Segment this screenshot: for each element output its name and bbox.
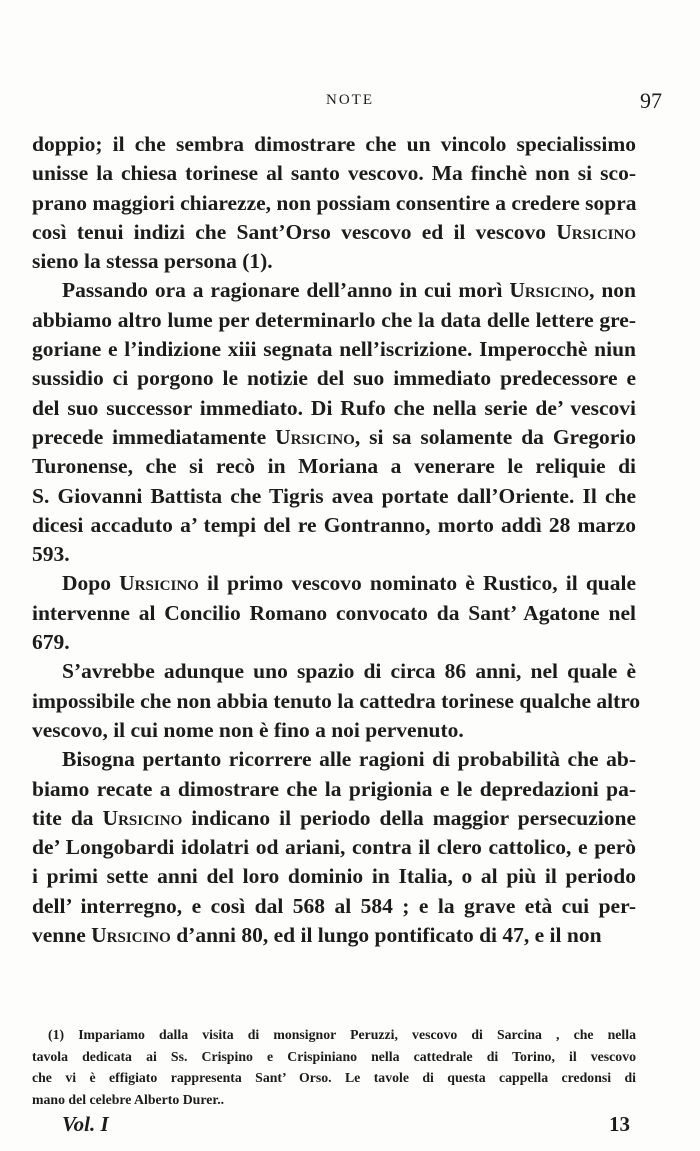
text-line: goriane e l’indizione xiii segnata nell’iscrizione. Imperocchè niun [32,337,636,362]
volume-mark: Vol. I [62,1112,109,1136]
paragraph [32,569,636,657]
text-line [32,276,636,305]
text-segment: venne [32,923,92,948]
small-caps-name: Ursicino [119,571,199,596]
page-number: 97 [640,88,662,113]
text-line: 593. [32,542,70,567]
text-segment: , non [589,278,636,303]
text-segment: d’anni 80, ed il lungo pontificato di 47, e il non [170,923,602,948]
footnote-line: che vi è effigiato rappresenta Sant’ Orso. Le tavole di questa cappella credonsi di [32,1070,636,1085]
text-line: prano maggiori chiarezze, non possiam consentire a credere sopra [32,190,637,215]
paragraph [32,657,641,745]
text-segment: , si sa solamente da Gregorio [354,424,636,449]
small-caps-name: Ursicino [509,278,590,303]
paragraph [32,745,636,950]
text-segment: Dopo [62,571,120,596]
paragraph [32,276,636,569]
text-line [32,423,636,452]
page-header [30,88,670,118]
text-line: biamo recate a dimostrare che la prigionia e le depredazioni pa- [32,776,636,801]
text-line: dicesi accaduto a’ tempi del re Gontranno, morto addì 28 marzo [32,512,636,537]
paragraph [32,130,636,276]
text-line: abbiamo altro lume per determinarlo che la data delle lettere gre- [32,307,636,332]
text-line [32,218,636,247]
text-segment: indicano il periodo della maggior persecuzione [182,805,636,830]
text-segment: Passando ora a ragionare dell’anno in cui morì [62,278,510,303]
text-segment: precede immediatamente [32,424,276,449]
text-line: Turonense, che si recò in Moriana a venerare le reliquie di [32,454,636,479]
small-caps-name: Ursicino [91,923,171,948]
text-line [32,921,636,950]
running-title: NOTE [326,92,374,108]
small-caps-name: Ursicino [556,219,636,244]
text-line: i primi sette anni del loro dominio in Italia, o al più il periodo [32,864,636,889]
text-line: dell’ interregno, e così dal 568 al 584 ; e la grave età cui per- [32,893,636,918]
footnote-line: tavola dedicata ai Ss. Crispino e Crispiniano nella cattedrale di Torino, il vescovo [32,1048,636,1064]
signature-mark: 13 [609,1112,630,1136]
footnote-line: mano del celebre Alberto Durer.. [32,1091,225,1107]
text-line: S. Giovanni Battista che Tigris avea portate dall’Oriente. Il che [32,483,636,508]
footnote-line: (1) Impariamo dalla visita di monsignor Peruzzi, vescovo di Sarcina , che nella [48,1027,636,1042]
text-line: del suo successor immediato. Di Rufo che nella serie de’ vescovi [32,395,636,420]
text-line: impossibile che non abbia tenuto la cattedra torinese qualche altro [32,688,641,713]
text-line: sieno la stessa persona (1). [32,249,273,274]
text-line [32,569,636,598]
text-line [32,804,636,833]
text-segment: il primo vescovo nominato è Rustico, il quale [198,571,637,596]
text-line: doppio; il che sembra dimostrare che un vincolo specialissimo [32,132,636,156]
text-segment: tite da [32,805,103,830]
text-line: unisse la chiesa torinese al santo vescovo. Ma finchè non si sco- [32,161,636,186]
text-line: S’avrebbe adunque uno spazio di circa 86 anni, nel quale è [62,659,636,684]
text-line: Bisogna pertanto ricorrere alle ragioni di probabilità che ab- [62,747,636,772]
footnote [32,1024,636,1110]
main-text [32,130,641,950]
text-segment: così tenui indizi che Sant’Orso vescovo ed il vescovo [32,219,557,244]
small-caps-name: Ursicino [275,424,355,449]
text-line: sussidio ci porgono le notizie del suo immediato predecessore e [32,366,636,391]
small-caps-name: Ursicino [102,805,183,830]
text-line: de’ Longobardi idolatri od ariani, contra il clero cattolico, e però [32,835,636,860]
text-line: 679. [32,630,70,655]
text-line: intervenne al Concilio Romano convocato da Sant’ Agatone nel [32,600,636,625]
page-footer [30,1112,640,1140]
text-line: vescovo, il cui nome non è fino a noi pervenuto. [32,717,464,742]
